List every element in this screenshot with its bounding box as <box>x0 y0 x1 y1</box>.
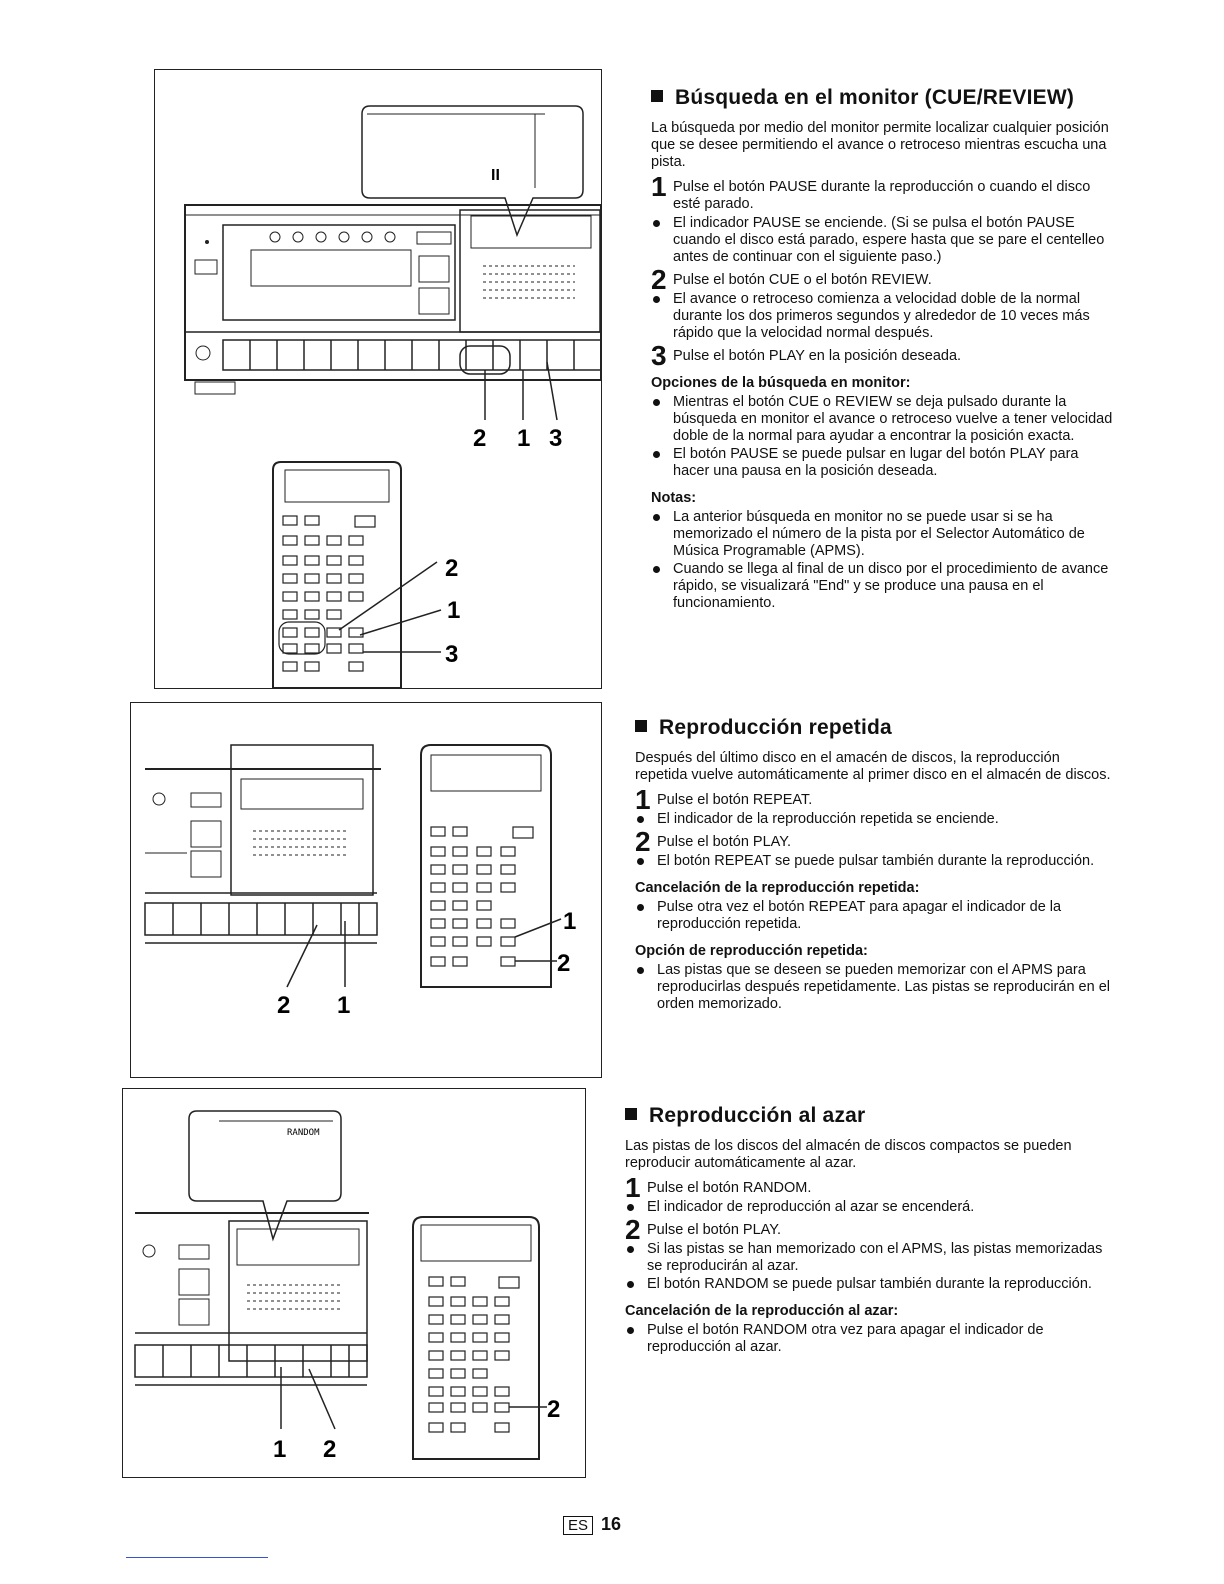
language-badge: ES <box>563 1516 593 1535</box>
step-number: 2 <box>635 826 651 857</box>
step-2-bullets <box>635 853 1115 870</box>
square-bullet-icon <box>625 1108 637 1120</box>
illustration-cd-player-and-remote-random <box>123 1089 585 1477</box>
cancel-title: Cancelación de la reproducción repetida: <box>635 880 920 896</box>
list-item: Mientras el botón CUE o REVIEW se deja pulsado durante la búsqueda en monitor el avance o retroceso vuelve a tener velocidad doble de la normal para ayudar a encontrar la posición exacta. <box>651 394 1115 445</box>
list-item: Las pistas que se deseen se pueden memorizar con el APMS para reproducirlas después repetidamente. Las pistas se reproducirán en el orden memorizado. <box>635 962 1115 1013</box>
step-1: 1 Pulse el botón RANDOM. <box>625 1172 812 1203</box>
callout-player-1: 1 <box>517 425 531 452</box>
square-bullet-icon <box>635 720 647 732</box>
callout-remote-2: 2 <box>445 555 459 582</box>
list-item: El avance o retroceso comienza a velocidad doble de la normal durante los dos primeros segundos y alrededor de 10 veces más rápido que la velocidad normal después. <box>651 291 1115 342</box>
option-list <box>635 962 1115 1013</box>
section-random <box>625 1104 1105 1360</box>
step-number: 2 <box>625 1214 641 1245</box>
intro-text: La búsqueda por medio del monitor permite localizar cualquier posición que se desee permitiendo el avance o retroceso mientras escucha una pista. <box>651 120 1109 170</box>
notes-list <box>651 509 1115 612</box>
callout-player-2: 2 <box>277 992 291 1019</box>
list-item: El botón REPEAT se puede pulsar también durante la reproducción. <box>635 853 1115 870</box>
callout-remote-3: 3 <box>445 641 459 668</box>
list-item: Pulse el botón RANDOM otra vez para apagar el indicador de reproducción al azar. <box>625 1322 1105 1356</box>
divider <box>126 1557 268 1558</box>
cancel-list <box>635 899 1115 933</box>
callout-player-1: 1 <box>273 1436 287 1463</box>
list-item: La anterior búsqueda en monitor no se puede usar si se ha memorizado el número de la pista por el Selector Automático de Música Programable (APMS). <box>651 509 1115 560</box>
callout-player-2: 2 <box>473 425 487 452</box>
list-item: El indicador de reproducción al azar se encenderá. <box>625 1199 1105 1216</box>
step-1-bullets <box>625 1199 1105 1216</box>
callout-remote-2: 2 <box>547 1396 561 1423</box>
figure-cue-review <box>154 69 602 689</box>
list-item: El indicador PAUSE se enciende. (Si se pulsa el botón PAUSE cuando el disco está parado, espere hasta que se pare el centelleo antes de continuar con el siguiente paso.) <box>651 215 1115 266</box>
callout-remote-1: 1 <box>447 597 461 624</box>
step-number: 1 <box>635 784 651 815</box>
figure-repeat <box>130 702 602 1078</box>
step-1: 1 Pulse el botón REPEAT. <box>635 784 813 815</box>
step-number: 1 <box>651 171 667 202</box>
list-item: Cuando se llega al final de un disco por el procedimiento de avance rápido, se visualizará "End" y se produce una pausa en el funcionamiento. <box>651 561 1115 612</box>
illustration-cd-player-and-remote-repeat <box>131 703 601 1077</box>
step-number: 1 <box>625 1172 641 1203</box>
options-list <box>651 394 1115 480</box>
text-column <box>625 0 1115 1500</box>
cancel-list <box>625 1322 1105 1356</box>
options-title: Opciones de la búsqueda en monitor: <box>651 375 911 391</box>
page-number: 16 <box>601 1514 622 1534</box>
illustration-cd-player-and-remote <box>155 70 601 688</box>
list-item: Si las pistas se han memorizado con el APMS, las pistas memorizadas se reproducirán al azar. <box>625 1241 1105 1275</box>
callout-player-1: 1 <box>337 992 351 1019</box>
section-title: Reproducción al azar <box>625 1104 1105 1128</box>
page-footer <box>563 1514 621 1535</box>
callout-player-2: 2 <box>323 1436 337 1463</box>
step-1-bullets <box>651 215 1115 266</box>
list-item: Pulse otra vez el botón REPEAT para apagar el indicador de la reproducción repetida. <box>635 899 1115 933</box>
notes-title: Notas: <box>651 490 697 506</box>
square-bullet-icon <box>651 90 663 102</box>
option-title: Opción de reproducción repetida: <box>635 943 868 959</box>
step-2: 2 Pulse el botón PLAY. <box>625 1214 782 1245</box>
step-1-bullets <box>635 811 1115 828</box>
section-cue-review <box>651 86 1115 616</box>
list-item: El botón PAUSE se puede pulsar en lugar del botón PLAY para hacer una pausa en la posición deseada. <box>651 446 1115 480</box>
intro-text: Las pistas de los discos del almacén de discos compactos se pueden reproducir automáticamente al azar. <box>625 1138 1072 1171</box>
step-2-bullets <box>651 291 1115 342</box>
pause-symbol: II <box>491 167 500 184</box>
section-repeat <box>635 716 1115 1017</box>
cancel-title: Cancelación de la reproducción al azar: <box>625 1303 899 1319</box>
step-1: 1 Pulse el botón PAUSE durante la reproducción o cuando el disco esté parado. <box>651 171 1091 212</box>
callout-remote-2: 2 <box>557 950 571 977</box>
section-title: Búsqueda en el monitor (CUE/REVIEW) <box>651 86 1115 110</box>
figure-random <box>122 1088 586 1478</box>
step-2-bullets <box>625 1241 1105 1293</box>
callout-player-3: 3 <box>549 425 563 452</box>
list-item: El indicador de la reproducción repetida se enciende. <box>635 811 1115 828</box>
callout-remote-1: 1 <box>563 908 577 935</box>
step-number: 3 <box>651 340 667 371</box>
step-2: 2 Pulse el botón PLAY. <box>635 826 792 857</box>
step-number: 2 <box>651 264 667 295</box>
intro-text: Después del último disco en el amacén de discos, la reproducción repetida vuelve automáticamente al primer disco en el almacén de discos. <box>635 750 1111 783</box>
step-3: 3 Pulse el botón PLAY en la posición deseada. <box>651 340 962 371</box>
section-title: Reproducción repetida <box>635 716 1115 740</box>
list-item: El botón RANDOM se puede pulsar también durante la reproducción. <box>625 1276 1105 1293</box>
random-indicator-label: RANDOM <box>287 1128 320 1138</box>
step-2: 2 Pulse el botón CUE o el botón REVIEW. <box>651 264 932 295</box>
